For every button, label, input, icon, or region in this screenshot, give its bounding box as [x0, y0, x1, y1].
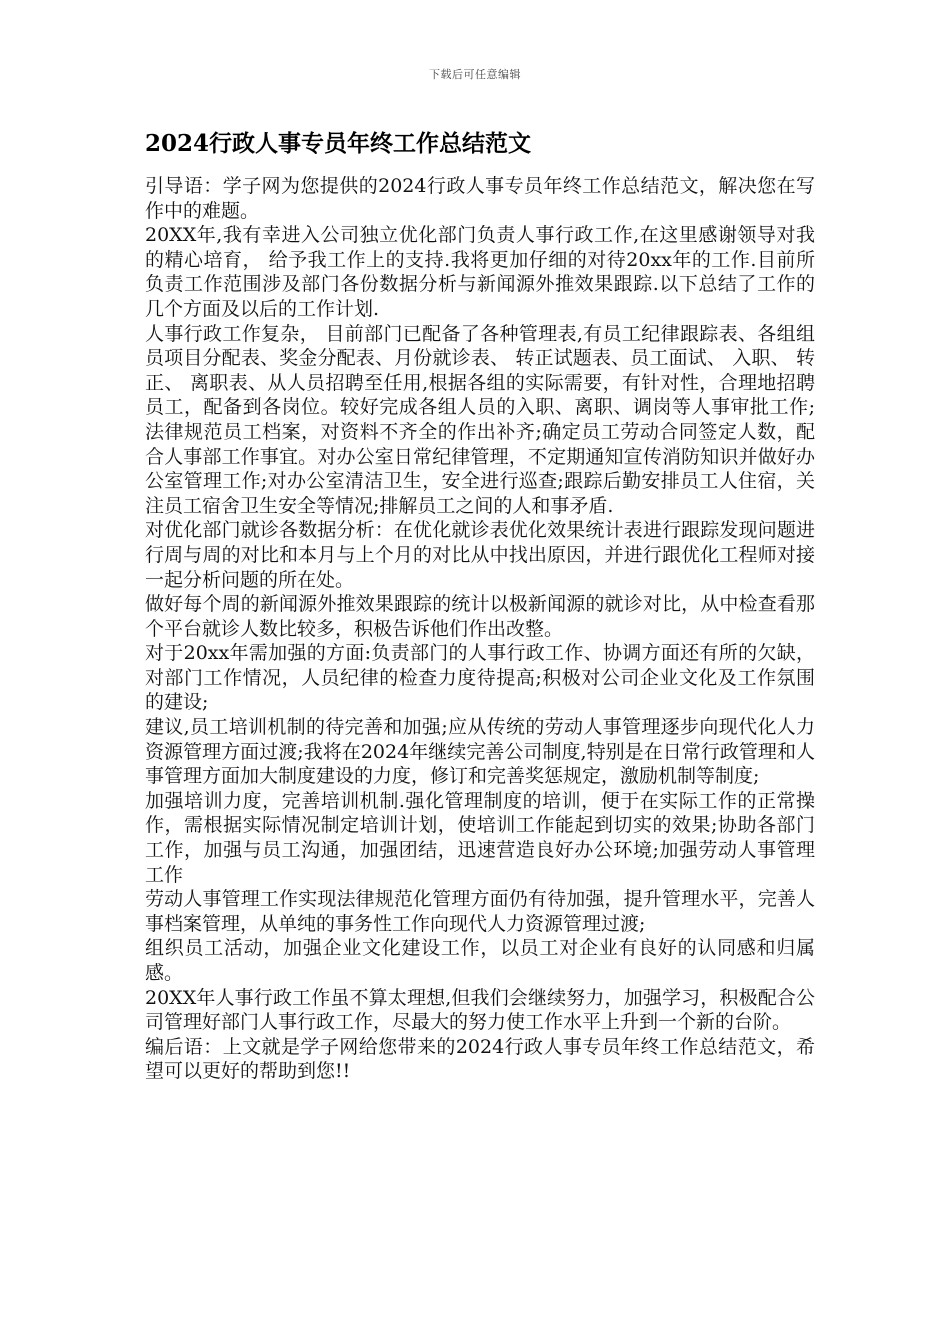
paragraph-improvements: 对于20xx年需加强的方面:负责部门的人事行政工作、协调方面还有所的欠缺，对部门工作情况，人员纪律的检查力度待提高;积极对公司企业文化及工作氛围的建设;	[145, 642, 815, 714]
paragraph-overview: 20XX年,我有幸进入公司独立优化部门负责人事行政工作,在这里感谢领导对我的精心培育， 给予我工作上的支持.我将更加仔细的对待20xx年的工作.目前所负责工作范围涉及部门各份数据分析与新闻源外推效果跟踪.以下总结了工作的几个方面及以后的工作计划.	[145, 224, 815, 320]
paragraph-suggestions: 建议,员工培训机制的待完善和加强;应从传统的劳动人事管理逐步向现代化人力资源管理方面过渡;我将在2024年继续完善公司制度,特别是在日常行政管理和人事管理方面加大制度建设的力度，修订和完善奖惩规定，激励机制等制度;	[145, 716, 815, 788]
paragraph-training: 加强培训力度，完善培训机制.强化管理制度的培训，便于在实际工作的正常操作，需根据实际情况制定培训计划，使培训工作能起到切实的效果;协助各部门工作，加强与员工沟通，加强团结，迅速营造良好办公环境;加强劳动人事管理工作	[145, 789, 815, 886]
document-title: 2024行政人事专员年终工作总结范文	[145, 130, 532, 157]
paragraph-activities: 组织员工活动，加强企业文化建设工作，以员工对企业有良好的认同感和归属感。	[145, 937, 815, 984]
paragraph-labor-management: 劳动人事管理工作实现法律规范化管理方面仍有待加强，提升管理水平，完善人事档案管理，从单纯的事务性工作向现代人力资源管理过渡;	[145, 888, 815, 935]
document-body	[145, 174, 815, 1084]
paragraph-conclusion: 20XX年人事行政工作虽不算太理想,但我们会继续努力，加强学习，积极配合公司管理好部门人事行政工作，尽最大的努力使工作水平上升到一个新的台阶。	[145, 986, 815, 1034]
paragraph-news-tracking: 做好每个周的新闻源外推效果跟踪的统计以极新闻源的就诊对比，从中检查看那个平台就诊人数比较多，积极告诉他们作出改整。	[145, 593, 815, 640]
paragraph-hr-admin: 人事行政工作复杂， 目前部门已配备了各种管理表,有员工纪律跟踪表、各组组员项目分配表、奖金分配表、月份就诊表、 转正试题表、员工面试、 入职、 转正、 离职表、从人员招聘至任用,根据各组的实际需要，有针对性，合理地招聘员工，配备到各岗位。较好完成各组人员的入职、离职、调岗等人事审批工作;法律规范员工档案，对资料不齐全的作出补齐;确定员工劳动合同签定人数，配合人事部工作事宜。对办公室日常纪律管理，不定期通知宣传消防知识并做好办公室管理工作;对办公室清洁卫生，安全进行巡查;跟踪后勤安排员工人住宿，关注员工宿舍卫生安全等情况;排解员工之间的人和事矛盾.	[145, 322, 815, 517]
header-note: 下载后可任意编辑	[429, 68, 521, 81]
paragraph-data-analysis: 对优化部门就诊各数据分析：在优化就诊表优化效果统计表进行跟踪发现问题进行周与周的对比和本月与上个月的对比从中找出原因，并进行跟优化工程师对接一起分析问题的所在处。	[145, 519, 815, 591]
paragraph-intro: 引导语：学子网为您提供的2024行政人事专员年终工作总结范文，解决您在写作中的难题。	[145, 175, 815, 222]
paragraph-epilogue: 编后语：上文就是学子网给您带来的2024行政人事专员年终工作总结范文，希望可以更好的帮助到您!!	[145, 1035, 815, 1083]
